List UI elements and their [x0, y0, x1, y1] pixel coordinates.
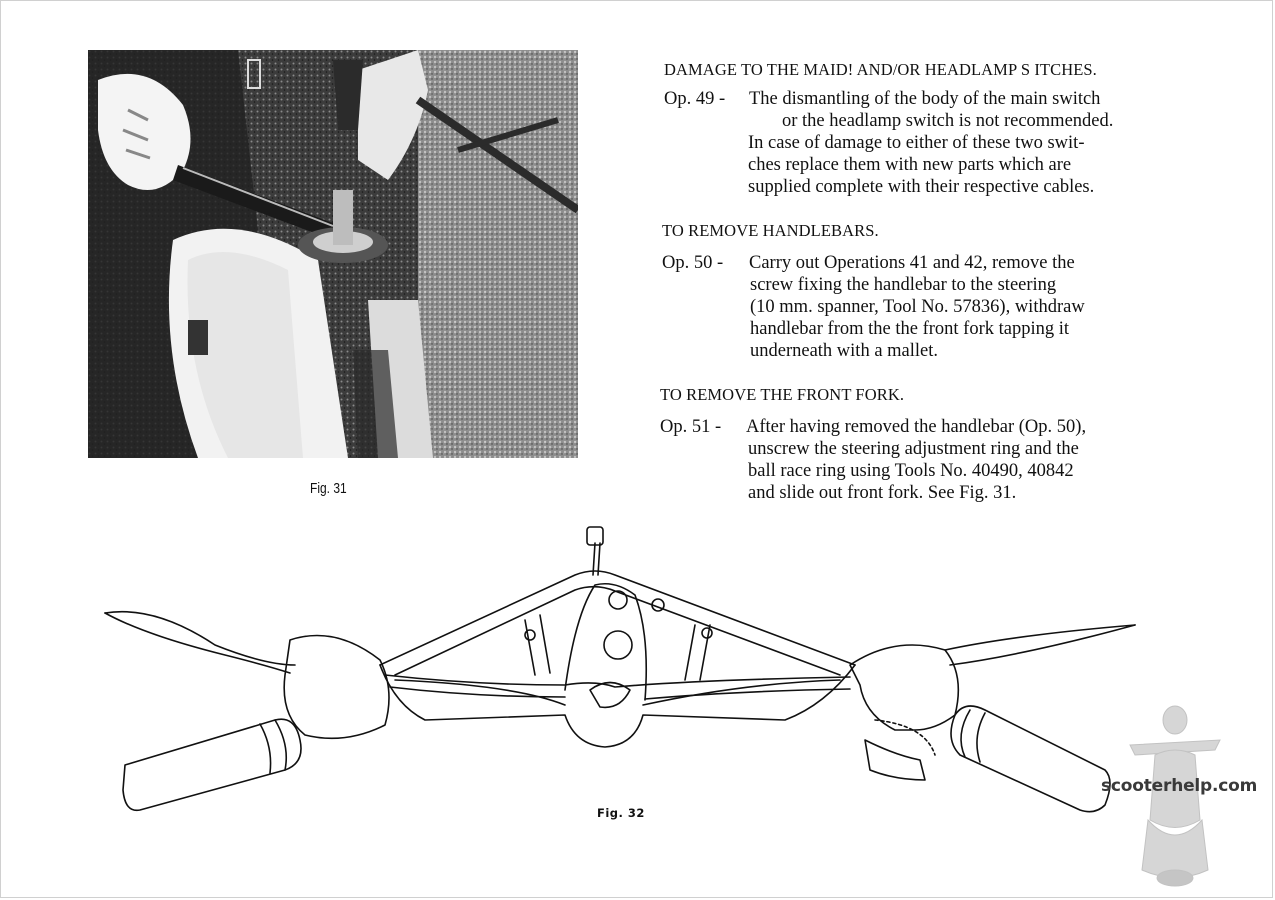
op-49-line-2: or the headlamp switch is not recommended.	[782, 111, 1114, 131]
fig31-photo	[88, 50, 578, 458]
op-49-line-5: supplied complete with their respective cables.	[748, 177, 1095, 197]
op-49-line-3: In case of damage to either of these two swit-	[748, 133, 1085, 153]
section-heading-switches: DAMAGE TO THE MAID! AND/OR HEADLAMP S ITCHES.	[664, 60, 1097, 79]
op-50-line-4: handlebar from the the front fork tapping it	[750, 319, 1070, 339]
op-51-line-2: unscrew the steering adjustment ring and the	[748, 439, 1079, 459]
op-49-label: Op. 49 -	[664, 89, 726, 109]
op-51	[660, 416, 1182, 511]
fig32-handlebar-drawing	[95, 515, 1145, 815]
section-heading-handlebars: TO REMOVE HANDLEBARS.	[662, 221, 879, 240]
op-50-line-5: underneath with a mallet.	[750, 341, 939, 361]
op-51-line-4: and slide out front fork. See Fig. 31.	[748, 483, 1017, 503]
op-50	[662, 252, 1182, 367]
op-50-label: Op. 50 -	[662, 253, 724, 273]
watermark-text: scooterhelp.com	[1101, 776, 1258, 796]
fig31-caption: Fig. 31	[310, 480, 347, 497]
op-49-line-4: ches replace them with new parts which are	[748, 155, 1072, 175]
op-51-line-1: After having removed the handlebar (Op. 50),	[746, 417, 1087, 437]
section-heading-front-fork: TO REMOVE THE FRONT FORK.	[660, 385, 905, 404]
fig32-caption: Fig. 32	[597, 806, 645, 820]
op-50-line-3: (10 mm. spanner, Tool No. 57836), withdraw	[750, 297, 1085, 317]
op-50-line-1: Carry out Operations 41 and 42, remove the	[749, 253, 1075, 273]
op-51-line-3: ball race ring using Tools No. 40490, 40842	[748, 461, 1074, 481]
op-50-line-2: screw fixing the handlebar to the steering	[750, 275, 1057, 295]
op-51-label: Op. 51 -	[660, 417, 722, 437]
op-49-line-1: The dismantling of the body of the main switch	[749, 89, 1101, 109]
op-49	[664, 88, 1184, 203]
